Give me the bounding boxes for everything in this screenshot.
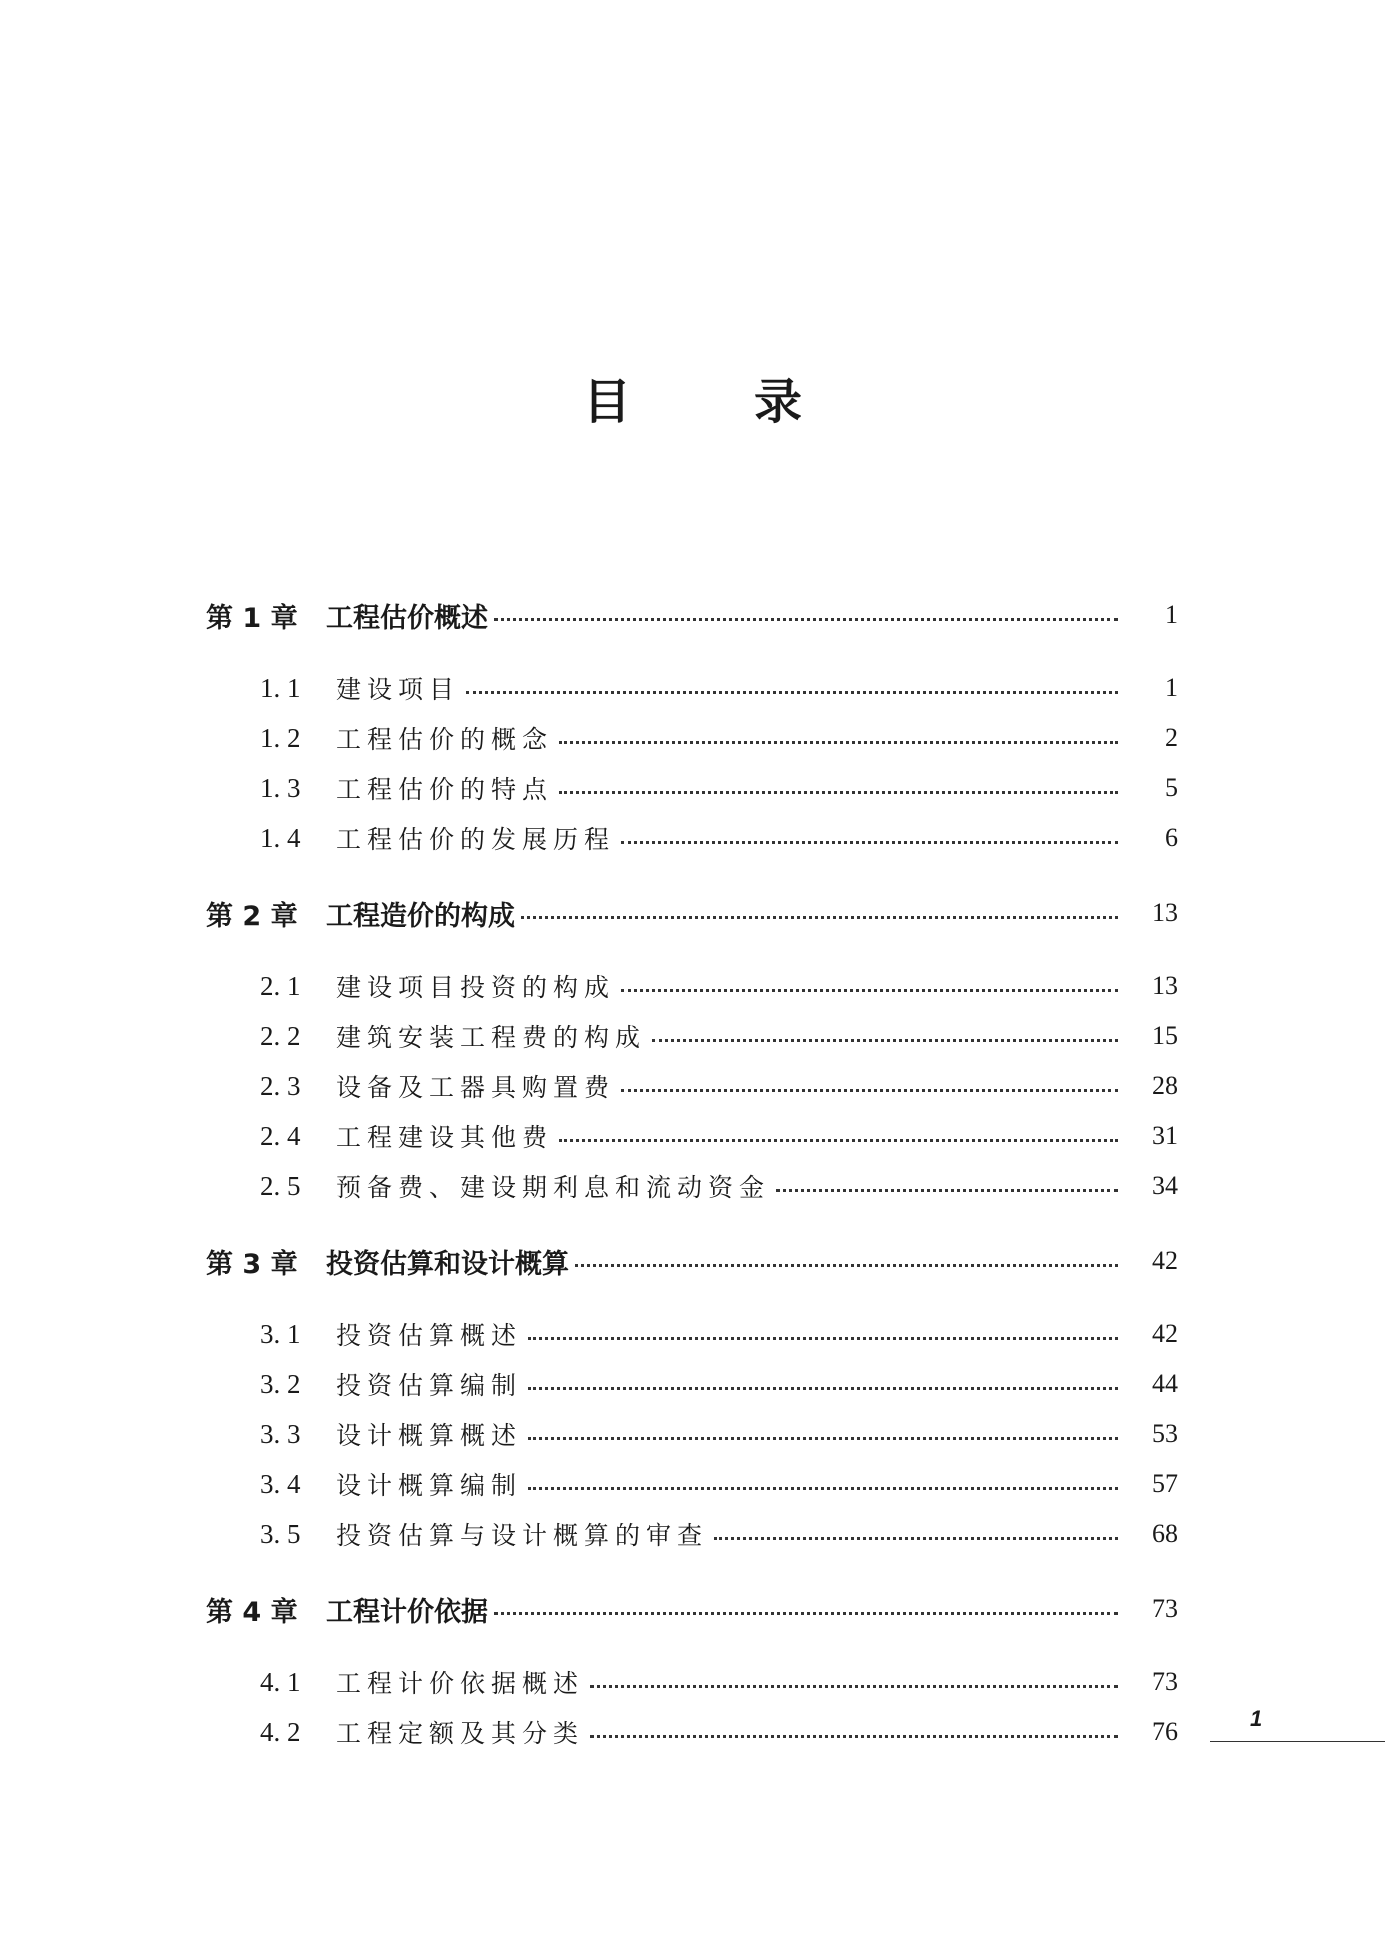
toc-entry-number: 4. 2 <box>260 1716 301 1747</box>
toc-entry-number: 3. 3 <box>260 1418 301 1449</box>
toc-entry-title: 设备及工器具购置费 <box>336 1073 616 1102</box>
toc-entry-title: 工程建设其他费 <box>336 1123 554 1152</box>
toc-entry-body <box>336 820 1178 856</box>
toc-title-char-2: 录 <box>754 374 803 430</box>
toc-entry-body <box>336 1516 1178 1552</box>
toc-entry-body <box>336 968 1178 1004</box>
toc-section-entry <box>0 718 1385 758</box>
toc-entry-title: 工程造价的构成 <box>326 900 515 932</box>
toc-entry-title: 预备费、建设期利息和流动资金 <box>336 1173 771 1202</box>
toc-dot-leader <box>466 691 1118 694</box>
toc-entry-body <box>336 1018 1178 1054</box>
toc-entry-title: 设计概算概述 <box>336 1421 523 1450</box>
toc-section-entry <box>0 768 1385 808</box>
toc-entry-body <box>326 894 1178 933</box>
toc-entry-title: 投资估算概述 <box>336 1321 523 1350</box>
toc-entry-number: 1. 1 <box>260 672 301 703</box>
toc-entry-title: 投资估算编制 <box>336 1371 523 1400</box>
toc-entry-body <box>336 1416 1178 1452</box>
toc-section-entry <box>0 1016 1385 1056</box>
toc-entry-body <box>336 1316 1178 1352</box>
page-folio <box>1210 1706 1385 1746</box>
toc-page-number: 15 <box>1152 1021 1178 1050</box>
toc-page-number: 6 <box>1165 823 1178 852</box>
toc-title-char-1: 目 <box>583 374 632 430</box>
toc-entry-number: 1. 3 <box>260 772 301 803</box>
toc-entry-number: 2. 4 <box>260 1120 301 1151</box>
toc-page-number: 44 <box>1152 1369 1178 1398</box>
toc-section-entry <box>0 1712 1385 1752</box>
toc-section-entry <box>0 1116 1385 1156</box>
toc-dot-leader <box>521 916 1118 919</box>
toc-page-number: 34 <box>1152 1171 1178 1200</box>
toc-entry-number: 第 3 章 <box>206 1248 298 1280</box>
page-number: 1 <box>1250 1706 1263 1731</box>
toc-chapter-entry <box>0 893 1385 933</box>
toc-section-entry <box>0 1364 1385 1404</box>
toc-entry-body <box>336 1068 1178 1104</box>
toc-entry-number: 第 2 章 <box>206 900 298 932</box>
toc-entry-title: 工程定额及其分类 <box>336 1719 585 1748</box>
toc-page-number: 13 <box>1152 971 1178 1000</box>
toc-section-entry <box>0 966 1385 1006</box>
toc-dot-leader <box>776 1189 1118 1192</box>
toc-section-entry <box>0 1662 1385 1702</box>
toc-page-number: 28 <box>1152 1071 1178 1100</box>
toc-entry-body <box>336 1466 1178 1502</box>
toc-entry-body <box>326 1590 1178 1629</box>
toc-entry-body <box>336 1664 1178 1700</box>
toc-dot-leader <box>528 1487 1118 1490</box>
toc-section-entry <box>0 1066 1385 1106</box>
toc-dot-leader <box>621 841 1118 844</box>
toc-entry-body <box>336 1118 1178 1154</box>
toc-entry-title: 建设项目 <box>336 675 461 704</box>
toc-entry-title: 工程计价依据 <box>326 1596 488 1628</box>
toc-entry-title: 工程估价的发展历程 <box>336 825 616 854</box>
toc-section-entry <box>0 1514 1385 1554</box>
toc-section-entry <box>0 1166 1385 1206</box>
toc-entry-title: 投资估算和设计概算 <box>326 1248 569 1280</box>
toc-page-number: 76 <box>1152 1717 1178 1746</box>
toc-page-number: 2 <box>1165 723 1178 752</box>
toc-dot-leader <box>590 1685 1118 1688</box>
toc-dot-leader <box>714 1537 1118 1540</box>
toc-dot-leader <box>528 1387 1118 1390</box>
toc-entry-body <box>326 596 1178 635</box>
toc-dot-leader <box>590 1735 1118 1738</box>
folio-rule <box>1210 1741 1385 1742</box>
toc-entry-number: 3. 5 <box>260 1518 301 1549</box>
toc-entry-body <box>336 1366 1178 1402</box>
toc-dot-leader <box>559 741 1118 744</box>
toc-dot-leader <box>559 791 1118 794</box>
toc-entry-number: 2. 2 <box>260 1020 301 1051</box>
toc-entry-title: 建设项目投资的构成 <box>336 973 616 1002</box>
toc-page-number: 57 <box>1152 1469 1178 1498</box>
toc-dot-leader <box>528 1337 1118 1340</box>
toc-dot-leader <box>621 1089 1118 1092</box>
toc-entry-number: 3. 1 <box>260 1318 301 1349</box>
toc-title <box>0 372 1385 442</box>
toc-entry-body <box>336 670 1178 706</box>
toc-entry-title: 工程估价的概念 <box>336 725 554 754</box>
toc-entry-number: 第 1 章 <box>206 602 298 634</box>
toc-entry-number: 3. 2 <box>260 1368 301 1399</box>
toc-entry-title: 投资估算与设计概算的审查 <box>336 1521 709 1550</box>
toc-page-number: 42 <box>1152 1246 1178 1275</box>
toc-entry-number: 2. 1 <box>260 970 301 1001</box>
toc-entry-number: 1. 4 <box>260 822 301 853</box>
toc-entry-body <box>326 1242 1178 1281</box>
toc-entry-title: 设计概算编制 <box>336 1471 523 1500</box>
toc-dot-leader <box>621 989 1118 992</box>
toc-entry-number: 3. 4 <box>260 1468 301 1499</box>
toc-entry-number: 第 4 章 <box>206 1596 298 1628</box>
toc-entry-body <box>336 1168 1178 1204</box>
toc-page-number: 42 <box>1152 1319 1178 1348</box>
toc-section-entry <box>0 1314 1385 1354</box>
toc-page-number: 1 <box>1165 673 1178 702</box>
toc-page-number: 73 <box>1152 1667 1178 1696</box>
toc-page-number: 5 <box>1165 773 1178 802</box>
toc-section-entry <box>0 1464 1385 1504</box>
toc-page-number: 73 <box>1152 1594 1178 1623</box>
toc-entry-body <box>336 720 1178 756</box>
toc-section-entry <box>0 818 1385 858</box>
toc-chapter-entry <box>0 595 1385 635</box>
toc-entry-number: 2. 3 <box>260 1070 301 1101</box>
toc-dot-leader <box>494 1612 1118 1615</box>
toc-dot-leader <box>528 1437 1118 1440</box>
toc-entry-title: 工程估价概述 <box>326 602 488 634</box>
toc-entry-number: 4. 1 <box>260 1666 301 1697</box>
toc-dot-leader <box>575 1264 1118 1267</box>
toc-dot-leader <box>652 1039 1118 1042</box>
toc-entry-number: 2. 5 <box>260 1170 301 1201</box>
toc-page-number: 53 <box>1152 1419 1178 1448</box>
toc-chapter-entry <box>0 1589 1385 1629</box>
toc-section-entry <box>0 1414 1385 1454</box>
toc-section-entry <box>0 668 1385 708</box>
toc-dot-leader <box>494 618 1118 621</box>
toc-entry-title: 工程估价的特点 <box>336 775 554 804</box>
toc-dot-leader <box>559 1139 1118 1142</box>
toc-page-number: 1 <box>1165 600 1178 629</box>
toc-entry-title: 工程计价依据概述 <box>336 1669 585 1698</box>
toc-chapter-entry <box>0 1241 1385 1281</box>
toc-entry-body <box>336 770 1178 806</box>
toc-entry-body <box>336 1714 1178 1750</box>
toc-page-number: 31 <box>1152 1121 1178 1150</box>
toc-page-number: 68 <box>1152 1519 1178 1548</box>
toc-entry-title: 建筑安装工程费的构成 <box>336 1023 647 1052</box>
toc-entry-number: 1. 2 <box>260 722 301 753</box>
toc-page-number: 13 <box>1152 898 1178 927</box>
